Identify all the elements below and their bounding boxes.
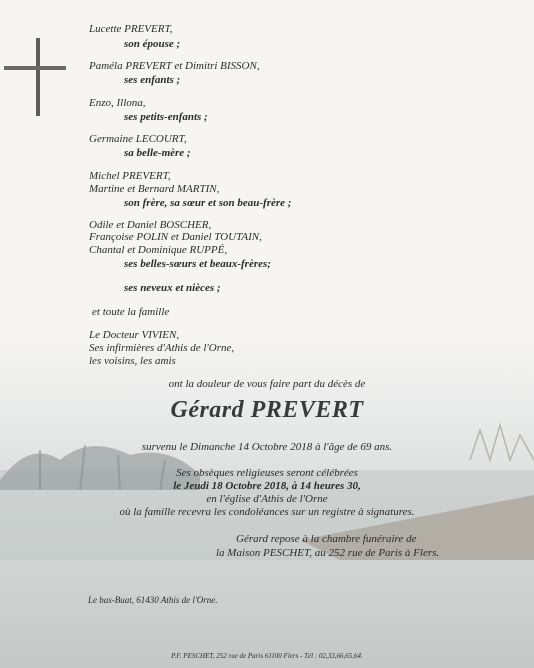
others-line: Ses infirmières d'Athis de l'Orne, <box>89 342 235 354</box>
footer-text: P.F. PESCHET, 252 rue de Paris 61100 Flers - Tél : 02,33,66,65,64. <box>171 652 363 660</box>
obseques-line: Ses obsèques religieuses seront célébrées <box>176 467 358 479</box>
others-line: Le Docteur VIVIEN, <box>89 329 180 341</box>
family-name: Germaine LECOURT, <box>89 133 187 145</box>
family-relation: son frère, sa sœur et son beau-frère ; <box>124 197 292 209</box>
family-name: Odile et Daniel BOSCHER, <box>89 219 212 231</box>
family-name: Lucette PREVERT, <box>89 23 173 35</box>
cross-icon-bar <box>4 66 66 70</box>
family-relation: son épouse ; <box>124 38 181 50</box>
family-relation: sa belle-mère ; <box>124 147 191 159</box>
deceased-name: Gérard PREVERT <box>170 397 364 423</box>
toute-la-famille: et toute la famille <box>92 306 170 318</box>
repose-line: Gérard repose à la chambre funéraire de <box>236 533 417 545</box>
family-name: Martine et Bernard MARTIN, <box>89 183 220 195</box>
family-name: Chantal et Dominique RUPPÉ, <box>89 244 228 256</box>
family-name: Paméla PREVERT et Dimitri BISSON, <box>89 60 260 72</box>
family-relation: ses belles-sœurs et beaux-frères; <box>124 258 271 270</box>
survenu-text: survenu le Dimanche 14 Octobre 2018 à l'âge de 69 ans. <box>141 441 393 453</box>
repose-line: la Maison PESCHET, au 252 rue de Paris à Flers. <box>216 547 440 559</box>
obseques-line: où la famille recevra les condoléances sur un registre à signatures. <box>119 506 415 518</box>
family-relation: ses petits-enfants ; <box>124 111 208 123</box>
address-text: Le bas-Buat, 61430 Athis de l'Orne. <box>88 595 218 605</box>
obseques-date: le Jeudi 18 Octobre 2018, à 14 heures 30, <box>173 480 361 492</box>
family-relation: ses neveux et nièces ; <box>124 282 221 294</box>
family-name: Enzo, Illona, <box>89 97 146 109</box>
family-name: Michel PREVERT, <box>89 170 171 182</box>
family-relation: ses enfants ; <box>124 74 181 86</box>
cross-icon <box>36 38 40 116</box>
obseques-line: en l'église d'Athis de l'Orne <box>206 493 328 505</box>
announce-text: ont la douleur de vous faire part du décès de <box>168 378 366 390</box>
family-name: Françoise POLIN et Daniel TOUTAIN, <box>89 231 262 243</box>
others-line: les voisins, les amis <box>89 355 176 367</box>
